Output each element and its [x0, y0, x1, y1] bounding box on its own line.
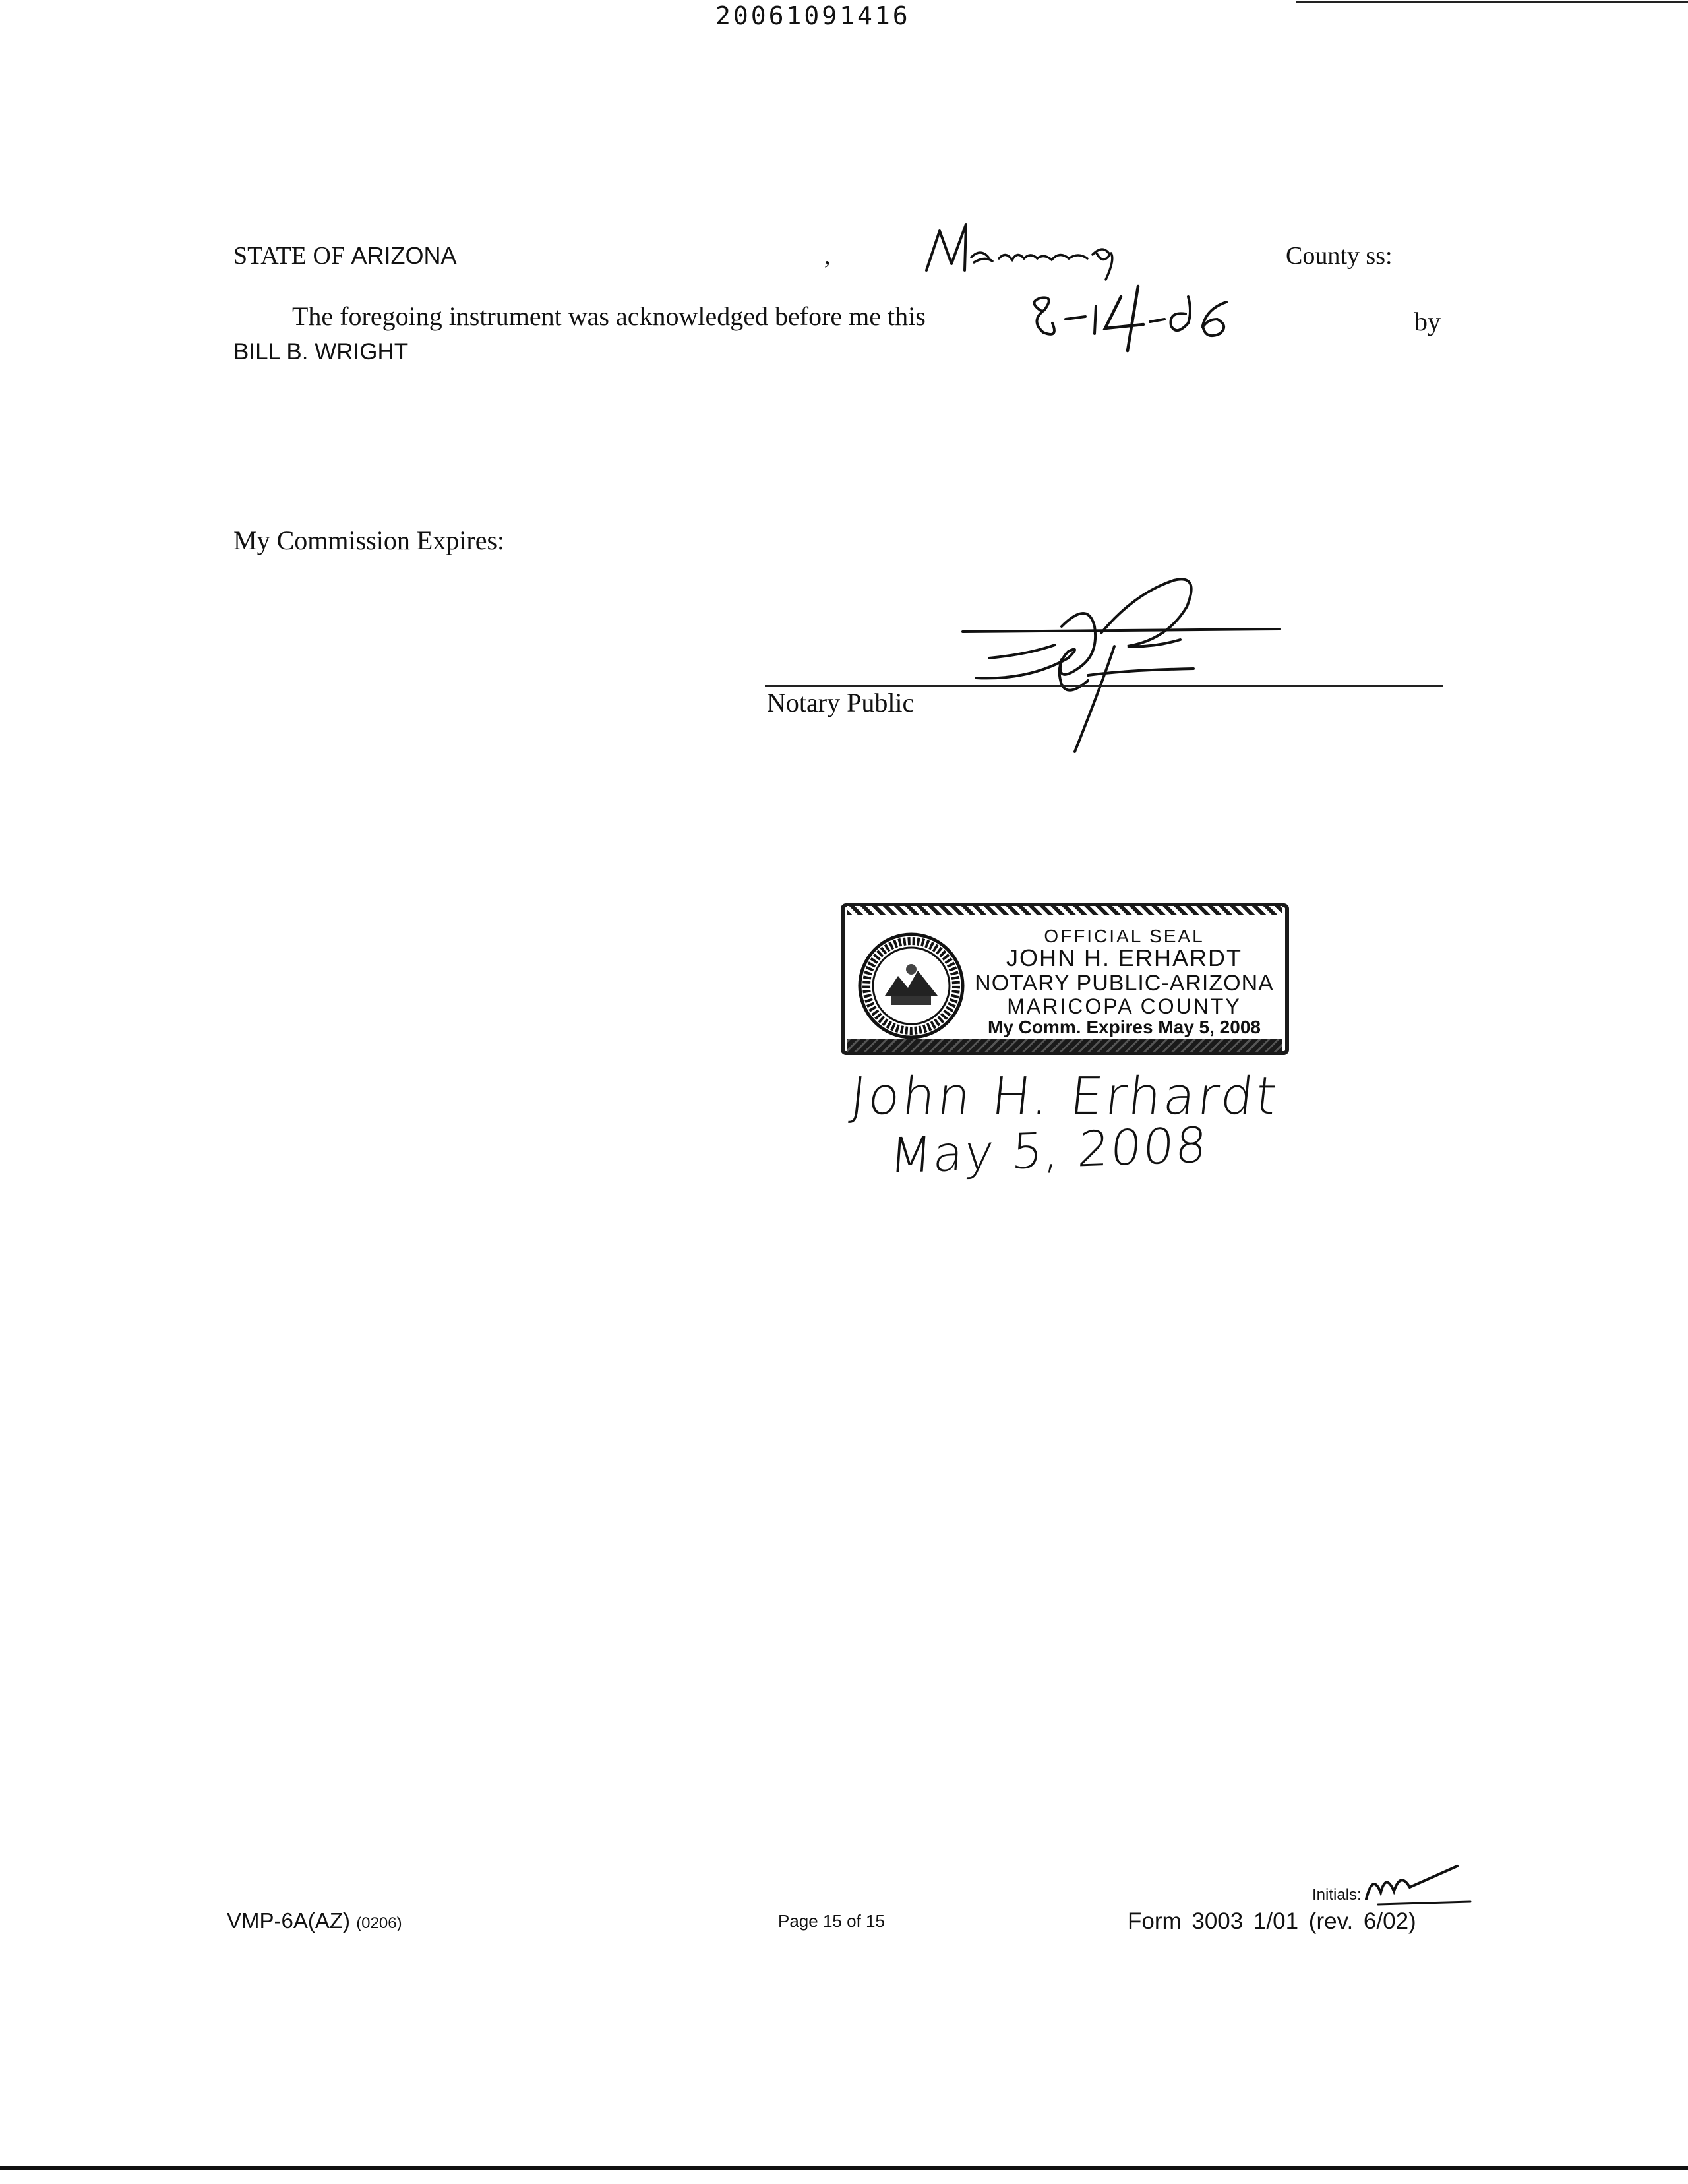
state-name: ARIZONA [351, 242, 457, 269]
form-reference: Form 3003 1/01 (rev. 6/02) [1128, 1908, 1416, 1934]
seal-county: MARICOPA COUNTY [1007, 994, 1242, 1018]
seal-expiration: My Comm. Expires May 5, 2008 [988, 1017, 1261, 1037]
state-label: STATE OF [233, 242, 346, 270]
handwritten-expiration-date: May 5, 2008 [888, 1116, 1210, 1185]
handwritten-notary-name: John H. Erhardt [847, 1067, 1282, 1126]
seal-notary-name: JOHN H. ERHARDT [1006, 944, 1242, 971]
official-seal-stamp [841, 903, 1289, 1055]
form-code-suffix: (0206) [356, 1914, 402, 1932]
seal-notary-state: NOTARY PUBLIC-ARIZONA [975, 971, 1274, 996]
arizona-state-seal-icon [855, 930, 967, 1042]
bottom-edge-rule [0, 2166, 1688, 2170]
acknowledgment-statement: The foregoing instrument was acknowledged before me this [292, 301, 926, 331]
initials-label: Initials: [1312, 1886, 1362, 1904]
county-handwriting [920, 211, 1144, 284]
top-edge-rule [1296, 1, 1688, 3]
form-code [227, 1908, 402, 1933]
acknowledgment-date-handwriting [1022, 277, 1259, 356]
state-comma: , [824, 242, 831, 270]
form-code-main: VMP-6A(AZ) [227, 1908, 351, 1933]
notary-public-label: Notary Public [767, 688, 915, 717]
state-line [233, 241, 457, 270]
seal-rope-top [847, 906, 1282, 915]
acknowledgment-by: by [1414, 307, 1441, 336]
notary-signature [950, 574, 1292, 758]
seal-title: OFFICIAL SEAL [1044, 926, 1205, 946]
commission-expires-label: My Commission Expires: [233, 526, 505, 555]
county-label: County ss: [1286, 242, 1393, 270]
signer-name: BILL B. WRIGHT [233, 339, 409, 365]
initials-signature [1358, 1860, 1477, 1912]
document-number: 20061091416 [715, 1, 911, 30]
page-number: Page 15 of 15 [778, 1911, 885, 1931]
